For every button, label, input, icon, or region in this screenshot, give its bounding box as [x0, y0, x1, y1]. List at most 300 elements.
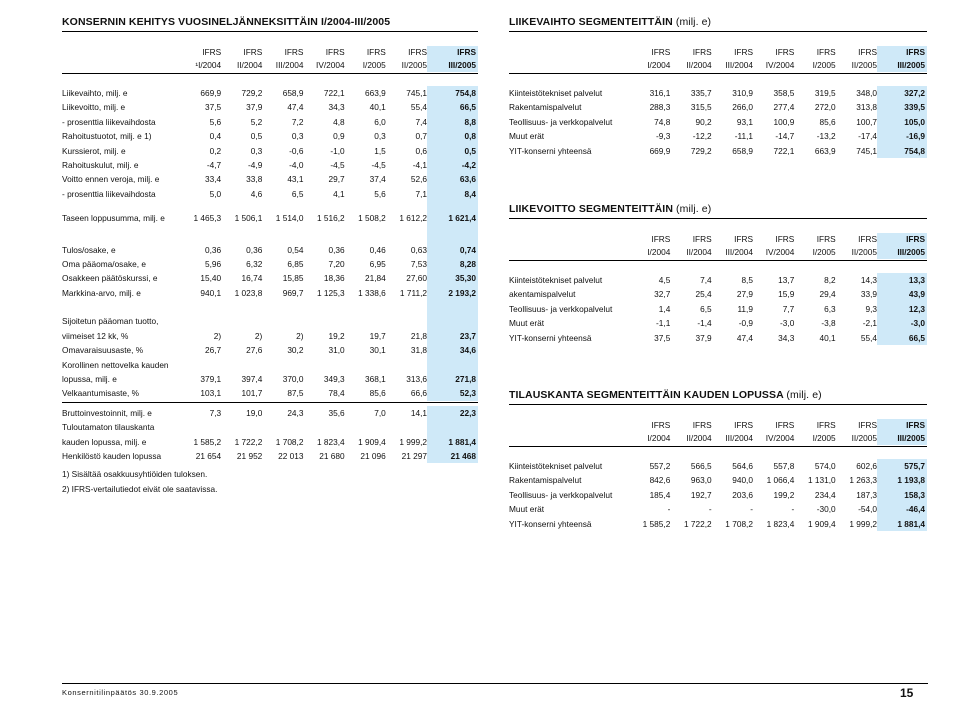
row-label: Liikevaihto, milj. e — [62, 88, 128, 98]
value-cell: 0,54 — [287, 244, 304, 255]
period-header: III/2004 — [725, 433, 753, 443]
value-cell: 85,6 — [369, 388, 386, 399]
value-cell: 7,53 — [410, 259, 427, 270]
value-cell: -0,9 — [738, 318, 753, 329]
value-cell: 7,7 — [782, 303, 795, 314]
value-cell: 1 508,2 — [358, 213, 386, 224]
table-row — [509, 100, 927, 114]
section-unit: (milj. e) — [676, 203, 712, 215]
left-table — [62, 86, 478, 401]
value-cell: 19,2 — [328, 330, 345, 341]
row-label: Rakentamispalvelut — [509, 102, 582, 113]
value-cell: -46,4 — [877, 502, 927, 516]
table-row — [509, 287, 927, 301]
value-cell: 1 506,1 — [234, 213, 263, 224]
value-cell: 13,7 — [778, 275, 795, 285]
table-row — [509, 115, 927, 129]
period-header: ¹I/2004 — [195, 60, 222, 70]
value-cell: 31,0 — [328, 345, 345, 356]
value-cell: 1 909,4 — [807, 518, 836, 529]
row-label: Muut erät — [509, 504, 545, 515]
table-row — [509, 273, 927, 287]
period-header: III/2005 — [877, 59, 927, 72]
value-cell: 27,6 — [246, 345, 263, 356]
header-spacer — [509, 233, 629, 246]
value-cell: 8,5 — [741, 275, 753, 285]
value-cell: 315,5 — [690, 102, 712, 113]
value-cell: 358,5 — [773, 88, 795, 98]
value-cell: 0,74 — [427, 243, 478, 257]
value-cell: -1,4 — [697, 318, 712, 329]
row-label: Henkilöstö kauden lopussa — [62, 450, 162, 461]
value-cell: 0,46 — [369, 244, 386, 255]
value-cell: 658,9 — [732, 145, 753, 156]
row-label: YIT-konserni yhteensä — [509, 518, 592, 529]
value-cell: 30,2 — [287, 345, 304, 356]
value-cell: 21 952 — [236, 450, 263, 461]
table-row — [509, 488, 927, 502]
footnote-2: 2) IFRS-vertailutiedot eivät ole saatavissa. — [62, 483, 218, 494]
left-header — [62, 46, 478, 72]
row-label: Osakkeen päätöskurssi, e — [62, 273, 158, 284]
segment-section — [509, 203, 927, 345]
value-cell: 1 585,2 — [642, 518, 671, 529]
row-label: Korollinen nettovelka kauden — [62, 359, 169, 370]
value-cell: 1 708,2 — [725, 518, 753, 529]
value-cell: 14,1 — [410, 407, 427, 418]
value-cell: 78,4 — [328, 388, 345, 399]
header-spacer — [62, 46, 180, 59]
value-cell: 19,0 — [246, 407, 263, 418]
left-title: KONSERNIN KEHITYS VUOSINELJÄNNEKSITTÄIN I/2004-III/2005 — [62, 16, 391, 28]
table-row — [62, 211, 478, 225]
period-header: II/2005 — [851, 247, 877, 257]
row-label: akentamispalvelut — [509, 289, 576, 300]
table-row — [509, 331, 927, 345]
value-cell: 288,3 — [649, 102, 671, 113]
value-cell: 5,6 — [209, 116, 222, 127]
value-cell: 6,3 — [824, 303, 836, 314]
value-cell: 277,4 — [773, 102, 795, 113]
value-cell: 1 612,2 — [399, 213, 427, 224]
value-cell: 43,1 — [287, 174, 304, 185]
ifrs-label: IFRS — [816, 234, 836, 244]
table-row — [62, 372, 478, 386]
value-cell: 22 013 — [278, 450, 304, 461]
row-label: Teollisuus- ja verkkopalvelut — [509, 489, 613, 500]
value-cell: 566,5 — [690, 461, 712, 471]
value-cell: 4,8 — [333, 116, 345, 127]
value-cell: 63,6 — [427, 172, 478, 186]
value-cell: 37,9 — [246, 102, 263, 113]
table-row — [509, 302, 927, 316]
value-cell: 192,7 — [690, 489, 712, 500]
value-cell: 339,5 — [877, 100, 927, 114]
value-cell: 32,7 — [654, 289, 671, 300]
value-cell: 2) — [213, 330, 222, 341]
footer-document-title: Konsernitilinpäätös 30.9.2005 — [62, 688, 179, 697]
value-cell: 1 722,2 — [683, 518, 712, 529]
value-cell: 31,8 — [410, 345, 427, 356]
value-cell: 575,7 — [877, 459, 927, 473]
value-cell: -3,8 — [821, 318, 836, 329]
value-cell: 6,5 — [700, 303, 712, 314]
value-cell: 93,1 — [736, 116, 753, 127]
value-cell: -3,0 — [877, 316, 927, 330]
value-cell: 158,3 — [877, 488, 927, 502]
segment-section — [509, 16, 927, 158]
value-cell: 234,4 — [814, 489, 836, 500]
value-cell: 21 096 — [360, 450, 386, 461]
ifrs-label: IFRS — [775, 47, 795, 57]
period-header: I/2005 — [812, 60, 836, 70]
section-unit: (milj. e) — [786, 389, 822, 401]
section-title — [509, 203, 927, 215]
period-header: III/2004 — [725, 60, 753, 70]
value-cell: -4,2 — [427, 158, 478, 172]
value-cell: 21 680 — [319, 450, 345, 461]
value-cell: 663,9 — [365, 88, 386, 98]
value-cell: 21,8 — [410, 330, 427, 341]
value-cell: -4,9 — [248, 160, 263, 171]
row-label: Rahoituskulut, milj. e — [62, 160, 139, 171]
value-cell: 4,6 — [250, 188, 263, 199]
value-cell: 0,3 — [250, 145, 263, 156]
ifrs-label: IFRS — [284, 47, 304, 57]
table-row — [62, 100, 478, 114]
table-row — [62, 358, 478, 372]
value-cell: 25,4 — [695, 289, 712, 300]
table-row — [509, 502, 927, 516]
header-spacer — [509, 419, 629, 432]
table-row — [62, 435, 478, 449]
value-cell: 1 516,2 — [316, 213, 345, 224]
row-label: Taseen loppusumma, milj. e — [62, 213, 165, 224]
value-cell: 940,0 — [732, 475, 753, 486]
value-cell: 602,6 — [856, 461, 877, 471]
value-cell: 397,4 — [241, 373, 263, 384]
table-row — [62, 286, 478, 300]
value-cell: 0,8 — [427, 129, 478, 143]
value-cell: 35,6 — [328, 407, 345, 418]
row-label: Tuloutamaton tilauskanta — [62, 422, 155, 433]
value-cell: 0,36 — [205, 244, 222, 255]
value-cell: 7,0 — [374, 407, 386, 418]
value-cell: -12,2 — [692, 131, 712, 142]
table-row — [62, 187, 478, 201]
value-cell: 13,3 — [877, 273, 927, 287]
value-cell: 29,4 — [819, 289, 836, 300]
period-header: III/2004 — [275, 60, 304, 70]
period-header: III/2005 — [877, 246, 927, 259]
value-cell: 21 468 — [427, 449, 478, 463]
value-cell: 1 823,4 — [766, 518, 795, 529]
value-cell: 100,9 — [773, 116, 795, 127]
ifrs-label: IFRS — [692, 47, 712, 57]
ifrs-label: IFRS — [651, 234, 671, 244]
period-header: IV/2004 — [765, 60, 795, 70]
value-cell: 316,1 — [649, 88, 671, 98]
value-cell: 1 823,4 — [316, 436, 345, 447]
value-cell: 103,1 — [200, 388, 222, 399]
value-cell: 22,3 — [427, 406, 478, 420]
value-cell: 203,6 — [732, 489, 753, 500]
ifrs-label: IFRS — [651, 47, 671, 57]
period-header: I/2005 — [812, 433, 836, 443]
table-row — [509, 316, 927, 330]
ifrs-label: IFRS — [651, 420, 671, 430]
value-cell: 8,8 — [427, 115, 478, 129]
value-cell: 8,2 — [824, 275, 836, 285]
value-cell: 0,63 — [410, 244, 427, 255]
row-label: viimeiset 12 kk, % — [62, 330, 129, 341]
value-cell: 1 514,0 — [275, 213, 304, 224]
table-row — [62, 158, 478, 172]
value-cell: 754,8 — [427, 86, 478, 100]
ifrs-label: IFRS — [775, 234, 795, 244]
header-spacer — [509, 59, 629, 72]
value-cell: -0,6 — [289, 145, 304, 156]
value-cell: 669,9 — [649, 145, 671, 156]
value-cell: 557,8 — [773, 461, 795, 471]
value-cell: 0,5 — [250, 131, 263, 142]
value-cell: 21 297 — [401, 450, 427, 461]
value-cell: 30,1 — [369, 345, 386, 356]
row-label: Muut erät — [509, 131, 545, 142]
value-cell: 1 708,2 — [275, 436, 304, 447]
value-cell: 0,36 — [328, 244, 345, 255]
value-cell: 564,6 — [732, 461, 753, 471]
value-cell: 7,4 — [415, 116, 427, 127]
value-cell: 729,2 — [241, 88, 263, 98]
value-cell: 52,6 — [410, 174, 427, 185]
value-cell: 34,3 — [778, 332, 795, 343]
value-cell: 6,95 — [369, 259, 386, 270]
row-label: Rakentamispalvelut — [509, 475, 582, 486]
table-row — [509, 517, 927, 531]
section-title — [509, 16, 927, 28]
value-cell: 0,5 — [427, 144, 478, 158]
value-cell: 669,9 — [200, 88, 222, 98]
ifrs-label: IFRS — [734, 47, 753, 57]
value-cell: 33,9 — [860, 289, 877, 300]
value-cell: 1 465,3 — [193, 213, 222, 224]
ifrs-label: IFRS — [816, 47, 836, 57]
row-label: - prosenttia liikevaihdosta — [62, 188, 156, 199]
row-label: YIT-konserni yhteensä — [509, 145, 592, 156]
table-row — [62, 129, 478, 143]
value-cell: - — [750, 504, 753, 515]
ifrs-label: IFRS — [692, 234, 712, 244]
section-title-text: LIIKEVOITTO SEGMENTEITTÄIN — [509, 203, 673, 215]
footnote-1: 1) Sisältää osakkuusyhtiöiden tuloksen. — [62, 469, 208, 480]
ifrs-label: IFRS — [816, 420, 836, 430]
row-label: Kiinteistötekniset palvelut — [509, 88, 603, 98]
value-cell: -9,3 — [656, 131, 671, 142]
ifrs-label: IFRS — [858, 420, 877, 430]
value-cell: 40,1 — [819, 332, 836, 343]
value-cell: 199,2 — [773, 489, 795, 500]
value-cell: - — [708, 504, 712, 515]
value-cell: 1 263,3 — [849, 475, 877, 486]
value-cell: -30,0 — [816, 504, 836, 515]
value-cell: 0,3 — [291, 131, 304, 142]
row-label: Markkina-arvo, milj. e — [62, 287, 141, 298]
value-cell: 7,2 — [291, 116, 304, 127]
table-row — [509, 129, 927, 143]
ifrs-label: IFRS — [858, 47, 877, 57]
value-cell: 15,9 — [778, 289, 795, 300]
value-cell: 7,1 — [415, 188, 427, 199]
ifrs-label: IFRS — [692, 420, 712, 430]
value-cell: 754,8 — [877, 144, 927, 158]
ifrs-label: IFRS — [734, 420, 753, 430]
value-cell: -54,0 — [858, 504, 877, 515]
value-cell: 9,3 — [865, 303, 877, 314]
value-cell: 6,5 — [291, 188, 304, 199]
period-header: II/2005 — [401, 60, 427, 70]
row-label: Muut erät — [509, 318, 545, 329]
table-row — [509, 459, 927, 473]
ifrs-label: IFRS — [366, 47, 386, 57]
value-cell: -2,1 — [862, 318, 877, 329]
value-cell: 1 999,2 — [849, 518, 877, 529]
segment-section — [509, 389, 927, 531]
value-cell: 272,0 — [814, 102, 836, 113]
row-label: Teollisuus- ja verkkopalvelut — [509, 116, 613, 127]
value-cell: 33,8 — [246, 174, 263, 185]
value-cell: 1 711,2 — [399, 287, 427, 298]
period-header: II/2005 — [851, 433, 877, 443]
value-cell: 29,7 — [328, 174, 345, 185]
value-cell: 0,9 — [333, 131, 345, 142]
table-row — [509, 144, 927, 158]
value-cell: 40,1 — [369, 102, 386, 113]
value-cell: 47,4 — [287, 102, 304, 113]
value-cell: 7,4 — [700, 275, 712, 285]
value-cell: -3,0 — [780, 318, 795, 329]
row-label: Kiinteistötekniset palvelut — [509, 275, 603, 285]
row-label: - prosenttia liikevaihdosta — [62, 116, 156, 127]
value-cell: 1 881,4 — [877, 517, 927, 531]
value-cell: 21 654 — [195, 450, 222, 461]
value-cell: 1,4 — [658, 303, 671, 314]
value-cell: 1,5 — [374, 145, 386, 156]
ifrs-label: IFRS — [734, 234, 753, 244]
value-cell: 842,6 — [649, 475, 671, 486]
table-row — [62, 257, 478, 271]
period-header: III/2004 — [725, 247, 753, 257]
table-row — [62, 115, 478, 129]
value-cell: 5,0 — [209, 188, 222, 199]
value-cell: - — [667, 504, 671, 515]
value-cell: 379,1 — [200, 373, 222, 384]
value-cell: 90,2 — [695, 116, 712, 127]
value-cell: 187,3 — [856, 489, 877, 500]
period-header: II/2004 — [686, 60, 712, 70]
value-cell: 963,0 — [690, 475, 712, 486]
period-header: I/2005 — [812, 247, 836, 257]
period-header: III/2005 — [427, 59, 478, 72]
table-row — [62, 172, 478, 186]
ifrs-label: IFRS — [858, 234, 877, 244]
value-cell: 663,9 — [814, 145, 836, 156]
value-cell: 5,2 — [250, 116, 263, 127]
value-cell: 1 909,4 — [358, 436, 386, 447]
value-cell: 15,40 — [200, 273, 222, 284]
value-cell: 0,4 — [209, 131, 222, 142]
value-cell: 4,1 — [333, 188, 345, 199]
value-cell: 2) — [296, 330, 304, 341]
page-number: 15 — [900, 686, 914, 700]
row-label: YIT-konserni yhteensä — [509, 332, 592, 343]
value-cell: 52,3 — [427, 386, 478, 400]
value-cell: 7,3 — [209, 407, 222, 418]
value-cell: 16,74 — [241, 273, 263, 284]
row-label: Rahoitustuotot, milj. e 1) — [62, 131, 152, 142]
value-cell: 1 066,4 — [766, 475, 795, 486]
value-cell: 8,4 — [427, 187, 478, 201]
header-spacer — [62, 59, 180, 72]
value-cell: 12,3 — [877, 302, 927, 316]
value-cell: 27,9 — [736, 289, 753, 300]
ifrs-label: IFRS — [427, 46, 478, 59]
value-cell: -17,4 — [858, 131, 877, 142]
table-row — [62, 329, 478, 343]
value-cell: 34,3 — [328, 102, 345, 113]
left-table-2 — [62, 406, 478, 464]
ifrs-label: IFRS — [243, 47, 263, 57]
value-cell: 1 131,0 — [807, 475, 836, 486]
value-cell: 105,0 — [877, 115, 927, 129]
value-cell: -16,9 — [877, 129, 927, 143]
value-cell: 722,1 — [773, 145, 795, 156]
value-cell: 574,0 — [814, 461, 836, 471]
value-cell: 1 125,3 — [316, 287, 345, 298]
value-cell: 0,36 — [246, 244, 263, 255]
value-cell: - — [791, 504, 795, 515]
value-cell: -4,1 — [412, 160, 427, 171]
value-cell: 5,6 — [374, 188, 386, 199]
row-label: Tulos/osake, e — [62, 244, 116, 255]
value-cell: 266,0 — [732, 102, 753, 113]
value-cell: -4,5 — [371, 160, 386, 171]
value-cell: 335,7 — [690, 88, 712, 98]
period-header: II/2004 — [686, 247, 712, 257]
ifrs-label: IFRS — [408, 47, 427, 57]
value-cell: 370,0 — [282, 373, 304, 384]
table-row — [62, 144, 478, 158]
value-cell: 66,5 — [877, 331, 927, 345]
table-row — [62, 406, 478, 420]
value-cell: 271,8 — [427, 372, 478, 386]
value-cell: 0,3 — [374, 131, 386, 142]
value-cell: 87,5 — [287, 388, 304, 399]
value-cell: 26,7 — [205, 345, 222, 356]
table-row — [509, 473, 927, 487]
value-cell: 7,20 — [328, 259, 345, 270]
value-cell: 37,5 — [654, 332, 671, 343]
section-title — [509, 389, 927, 401]
value-cell: 348,0 — [856, 88, 877, 98]
period-header: II/2004 — [236, 60, 263, 70]
value-cell: 27,60 — [406, 273, 427, 284]
period-header: II/2005 — [851, 60, 877, 70]
value-cell: -1,1 — [656, 318, 671, 329]
value-cell: 37,9 — [695, 332, 712, 343]
value-cell: -11,1 — [734, 131, 753, 142]
value-cell: 35,30 — [427, 271, 478, 285]
